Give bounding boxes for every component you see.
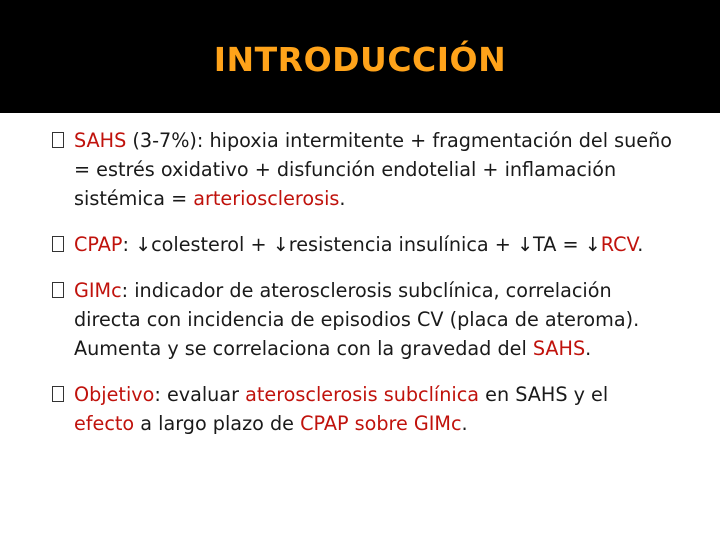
text-segment: : — [122, 233, 136, 256]
text-segment: en SAHS y el — [479, 383, 609, 406]
text-segment: . — [637, 233, 644, 256]
highlighted-text: aterosclerosis subclínica — [245, 383, 480, 406]
text-segment: . — [461, 412, 468, 435]
bullet-item — [52, 126, 672, 213]
slide-title: INTRODUCCIÓN — [213, 40, 507, 79]
text-segment: resistencia insulínica + — [288, 233, 517, 256]
square-outline-icon — [52, 282, 64, 298]
down-arrow-icon: ↓ — [516, 233, 534, 256]
text-segment: . — [585, 337, 592, 360]
highlighted-text: SAHS — [74, 129, 127, 152]
bullet-list — [52, 126, 672, 438]
highlighted-text: CPAP — [74, 233, 123, 256]
highlighted-text: GIMc — [74, 279, 122, 302]
down-arrow-icon: ↓ — [272, 233, 289, 256]
text-segment: : evaluar — [154, 383, 246, 406]
square-outline-icon — [52, 132, 64, 148]
down-arrow-icon: ↓ — [135, 233, 152, 256]
down-arrow-icon: ↓ — [584, 233, 601, 256]
highlighted-text: Objetivo — [74, 383, 155, 406]
highlighted-text: CPAP sobre GIMc — [300, 412, 462, 435]
square-outline-icon — [52, 236, 64, 252]
title-bar — [0, 0, 720, 113]
bullet-item — [52, 230, 672, 259]
square-outline-icon — [52, 386, 64, 402]
highlighted-text: RCV — [600, 233, 638, 256]
bullet-text — [74, 279, 639, 360]
text-segment: a largo plazo de — [134, 412, 301, 435]
text-segment: (3-7%): hipoxia intermitente + fragmentación del sueño = estrés oxidativo + disfunción endotelial + inflamación sistémica = — [74, 129, 673, 210]
bullet-text — [74, 383, 608, 435]
bullet-item — [52, 276, 672, 363]
text-segment: : indicador de aterosclerosis subclínica, correlación directa con incidencia de episodios CV (placa de ateroma). Aumenta y se correlaciona con la gravedad del — [74, 279, 640, 360]
highlighted-text: SAHS — [532, 337, 586, 360]
text-segment: . — [339, 187, 346, 210]
bullet-text — [74, 129, 672, 210]
bullet-text — [74, 233, 643, 256]
highlighted-text: efecto — [74, 412, 135, 435]
text-segment: colesterol + — [151, 233, 273, 256]
bullet-item — [52, 380, 672, 438]
text-segment: TA = — [533, 233, 585, 256]
highlighted-text: arteriosclerosis — [193, 187, 340, 210]
